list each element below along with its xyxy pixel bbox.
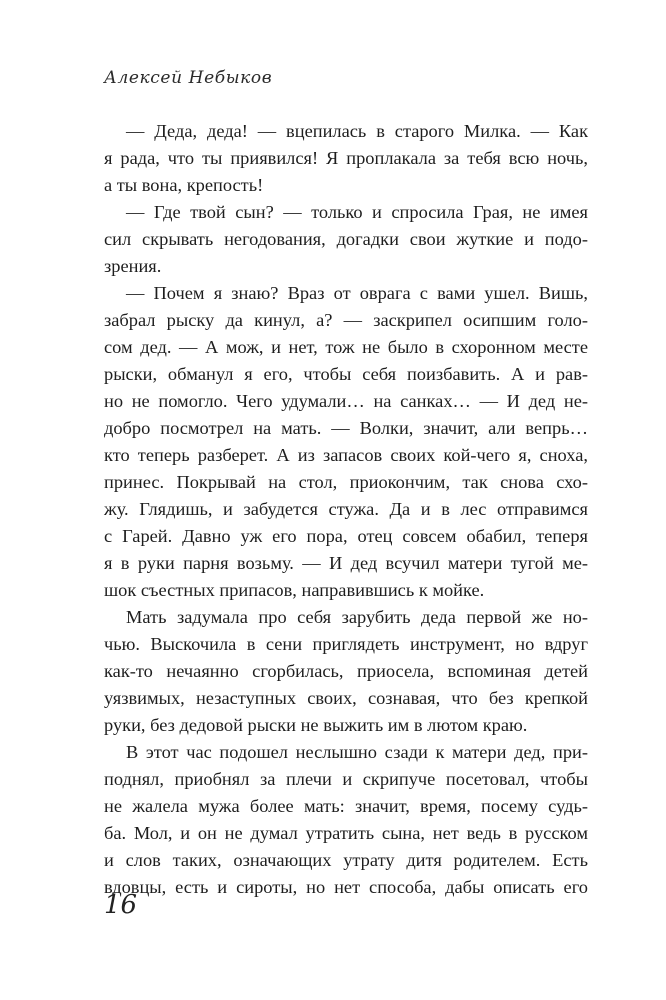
text-line: вдовцы, есть и сироты, но нет способа, дабы описать его: [104, 877, 588, 897]
text-line: принес. Покрывай на стол, приокончим, так снова схо-: [104, 472, 588, 492]
running-head: Алексей Небыков: [104, 68, 273, 88]
text-line: Мать задумала про себя зарубить деда первой же но-: [126, 607, 588, 627]
body-text: [104, 118, 588, 901]
text-line: не жалела мужа более мать: значит, время, посему судь-: [104, 796, 588, 816]
text-line: ба. Мол, и он не думал утратить сына, нет ведь в русском: [104, 823, 588, 843]
text-line: а ты вона, крепость!: [104, 175, 264, 195]
text-line: с Гарей. Давно уж его пора, отец совсем обабил, теперя: [104, 526, 588, 546]
text-line: но не помогло. Чего удумали… на санках… — И дед не-: [104, 391, 588, 411]
text-line: поднял, приобнял за плечи и скрипуче посетовал, чтобы: [104, 769, 588, 789]
text-line: зрения.: [104, 256, 162, 276]
text-line: жу. Глядишь, и забудется стужа. Да и в лес отправимся: [104, 499, 588, 519]
text-line: сил скрывать негодования, догадки свои жуткие и подо-: [104, 229, 588, 249]
text-line: — Где твой сын? — только и спросила Грая, не имея: [126, 202, 588, 222]
text-line: — Почем я знаю? Враз от оврага с вами ушел. Вишь,: [126, 283, 588, 303]
text-line: добро посмотрел на мать. — Волки, значит, али вепрь…: [104, 418, 588, 438]
text-line: шок съестных припасов, направившись к мойке.: [104, 580, 485, 600]
text-line: В этот час подошел неслышно сзади к матери дед, при-: [126, 742, 588, 762]
text-line: чью. Выскочила в сени приглядеть инструмент, но вдруг: [104, 634, 588, 654]
text-line: и слов таких, означающих утрату дитя родителем. Есть: [104, 850, 588, 870]
text-line: рыски, обманул я его, чтобы себя поизбавить. А и рав-: [104, 364, 588, 384]
text-line: я в руки парня возьму. — И дед всучил матери тугой ме-: [104, 553, 588, 573]
text-line: кто теперь разберет. А из запасов своих кой-чего я, сноха,: [104, 445, 588, 465]
text-line: руки, без дедовой рыски не выжить им в лютом краю.: [104, 715, 528, 735]
text-line: — Деда, деда! — вцепилась в старого Милка. — Как: [126, 121, 588, 141]
text-line: как-то нечаянно сгорбилась, приосела, вспоминая детей: [104, 661, 588, 681]
text-line: я рада, что ты приявился! Я проплакала за тебя всю ночь,: [104, 148, 588, 168]
text-line: забрал рыску да кинул, а? — заскрипел осипшим голо-: [104, 310, 588, 330]
text-line: уязвимых, незаступных своих, сознавая, что без крепкой: [104, 688, 588, 708]
text-line: сом дед. — А мож, и нет, тож не было в схоронном месте: [104, 337, 588, 357]
page-number: 16: [104, 890, 138, 920]
